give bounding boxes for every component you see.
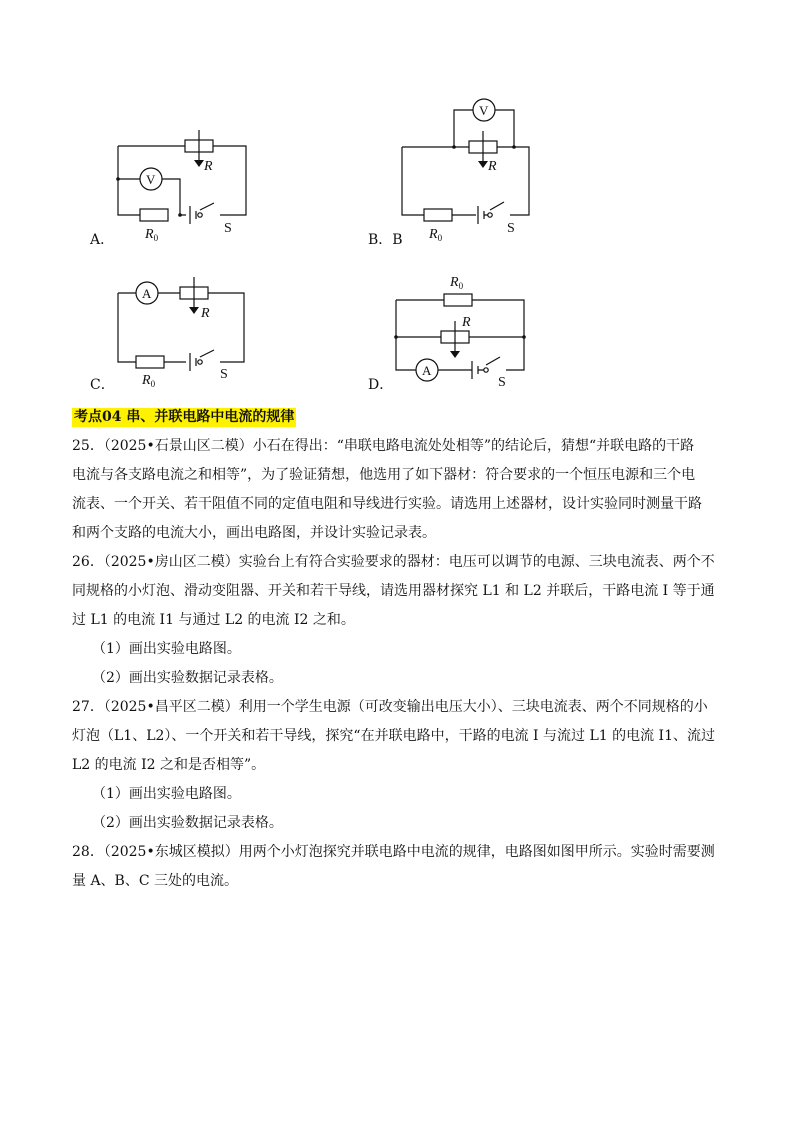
q26-line-2: 同规格的小灯泡、滑动变阻器、开关和若干导线，请选用器材探究 L1 和 L2 并联后，干路电流 I 等于通 xyxy=(72,583,715,599)
question-28 xyxy=(72,838,732,896)
q26-sub-1: （1）画出实验电路图。 xyxy=(92,641,241,657)
section-heading: 考点04 串、并联电路中电流的规律 xyxy=(74,409,295,425)
switch-b-label: S xyxy=(507,221,515,236)
q27-line-1: 27．（2025•昌平区二模）利用一个学生电源（可改变输出电压大小）、三块电流表、两个不同规格的小 xyxy=(72,699,708,715)
rheostat-d-label: R xyxy=(462,315,471,330)
option-b-label: B．B xyxy=(368,232,403,248)
voltmeter-b-label: V xyxy=(479,103,489,118)
q25-line-1: 25．（2025•石景山区二模）小石在得出：“串联电路电流处处相等”的结论后，猜想“并联电路的干路 xyxy=(72,438,695,454)
q27-sub-1: （1）画出实验电路图。 xyxy=(92,786,241,802)
q28-line-2: 量 A、B、C 三处的电流。 xyxy=(72,873,239,889)
circuit-a xyxy=(116,130,246,243)
q25-line-4: 和两个支路的电流大小，画出电路图，并设计实验记录表。 xyxy=(72,525,436,541)
option-c-label: C． xyxy=(90,377,115,393)
question-25 xyxy=(72,432,732,548)
circuit-b xyxy=(402,99,529,243)
q26-line-1: 26．（2025•房山区二模）实验台上有符合实验要求的器材：电压可以调节的电源、三块电流表、两个不 xyxy=(72,554,715,570)
q28-line-1: 28．（2025•东城区模拟）用两个小灯泡探究并联电路中电流的规律，电路图如图甲所示。实验时需要测 xyxy=(72,844,715,860)
q25-line-2: 电流与各支路电流之和相等”，为了验证猜想，他选用了如下器材：符合要求的一个恒压电源和三个电 xyxy=(72,467,696,483)
question-26 xyxy=(72,548,732,693)
q27-sub-2: （2）画出实验数据记录表格。 xyxy=(92,815,283,831)
voltmeter-a-label: V xyxy=(146,172,156,187)
switch-d-label: S xyxy=(498,375,506,390)
resistor-c-label: $R_0$ xyxy=(142,373,156,389)
question-27 xyxy=(72,693,732,838)
switch-c-label: S xyxy=(220,367,228,382)
q26-line-3: 过 L1 的电流 I1 与通过 L2 的电流 I2 之和。 xyxy=(72,612,355,628)
rheostat-a-label: R xyxy=(204,159,213,174)
q27-line-2: 灯泡（L1、L2）、一个开关和若干导线，探究“在并联电路中，干路的电流 I 与流过 L1 的电流 I1、流过 xyxy=(72,728,715,744)
resistor-b-label: $R_0$ xyxy=(429,227,443,243)
resistor-d-label: $R_0$ xyxy=(450,275,464,291)
q26-sub-2: （2）画出实验数据记录表格。 xyxy=(92,670,283,686)
switch-a-label: S xyxy=(224,221,232,236)
ammeter-c-label: A xyxy=(142,286,152,301)
rheostat-b-label: R xyxy=(488,159,497,174)
rheostat-c-label: R xyxy=(201,306,210,321)
circuit-c xyxy=(118,277,244,389)
resistor-a-label: $R_0$ xyxy=(145,227,159,243)
q25-line-3: 流表、一个开关、若干阻值不同的定值电阻和导线进行实验。请选用上述器材，设计实验同时测量干路 xyxy=(72,496,702,512)
circuit-d xyxy=(394,275,526,390)
option-d-label: D． xyxy=(368,377,394,393)
ammeter-d-label: A xyxy=(422,363,432,378)
circuit-diagrams xyxy=(0,0,800,400)
q27-line-3: L2 的电流 I2 之和是否相等”。 xyxy=(72,757,266,773)
option-a-label: A． xyxy=(90,232,115,248)
